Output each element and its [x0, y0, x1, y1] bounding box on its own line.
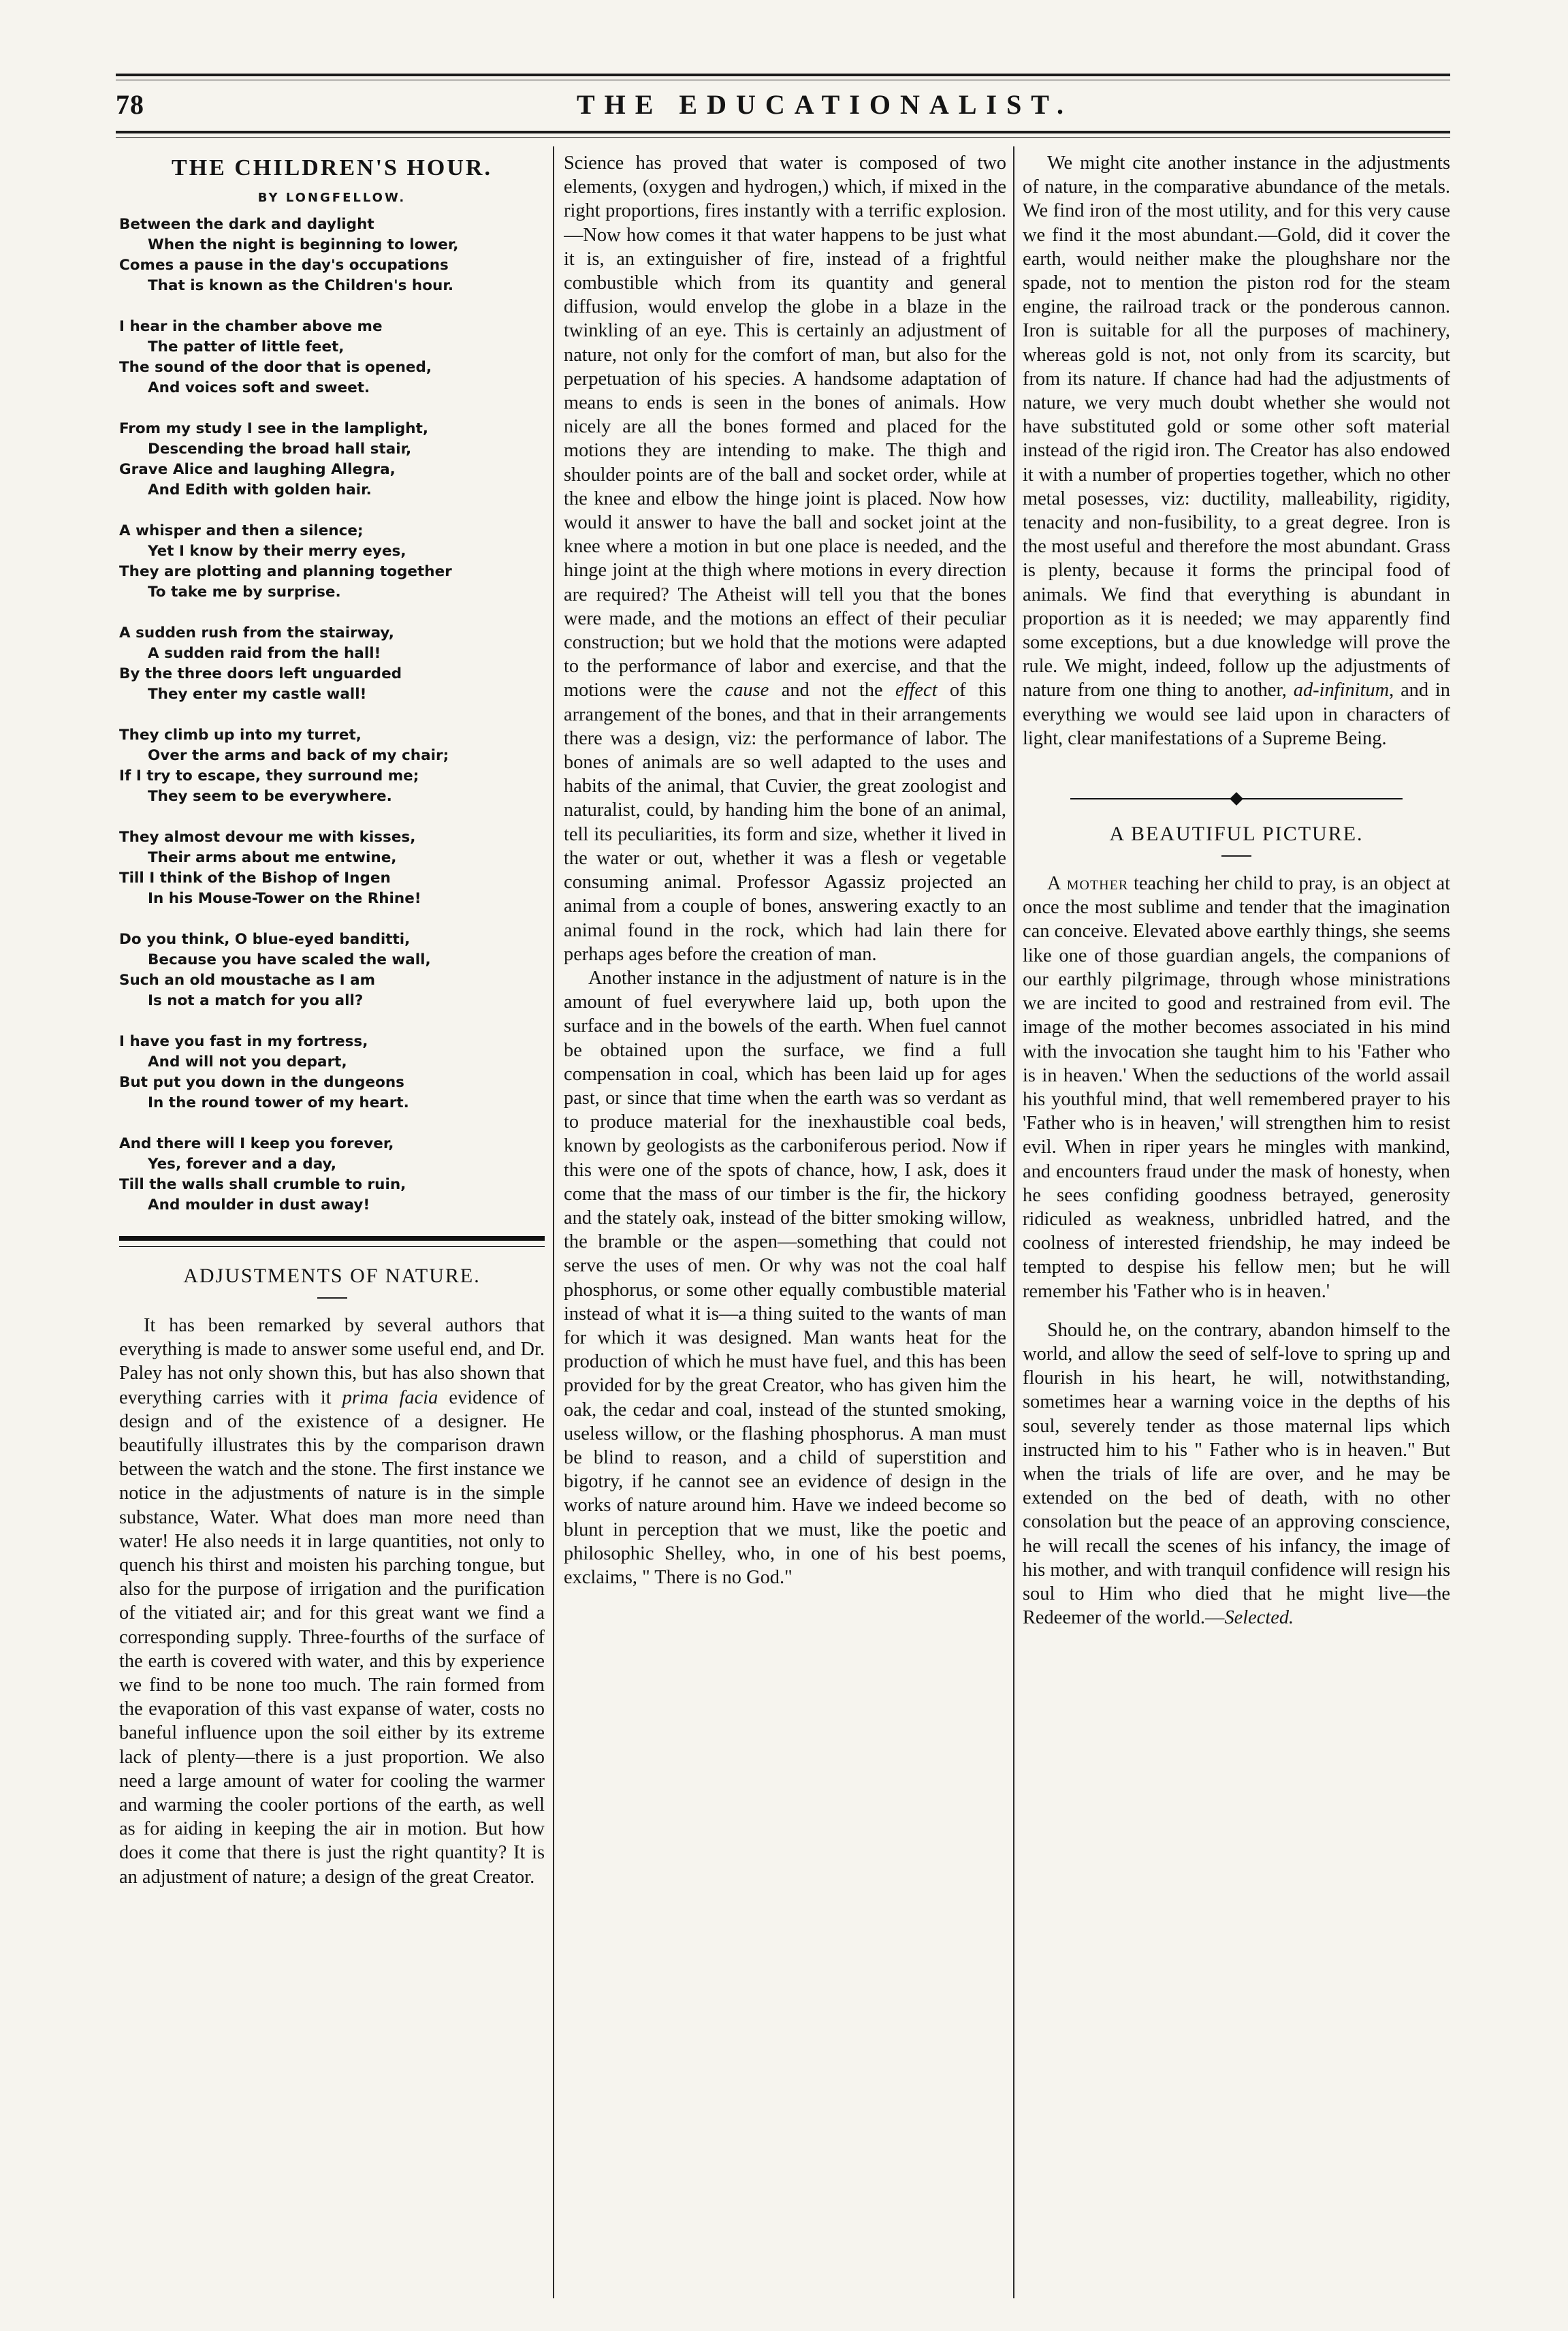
article-paragraph: Another instance in the adjustment of nature is in the amount of fuel everywhere laid up, both upon the surface and in the bowels of the earth. When fuel cannot be obtained upon the surface, we find a full compensation in coal, which has been laid up for ages past, or since that time when the earth was so verdant as to produce material for the inexhaustible coal beds, known by geologists as the carboniferous period. Now if this were one of the spots of chance, how, I ask, does it come that the mass of our timber is the fir, the hickory and the stately oak, instead of the bitter smoking willow, the bramble or the aspen—something that could not serve the uses of men. Or why was not the coal half phosphorus, or some other equally combustible material instead of what it is—a thing suited to the wants of man for which it was designed. Man wants heat for the production of which he must have fuel, and this has been provided for by the great Creator, who has given him the oak, the cedar and coal, instead of the stunted smoking, useless willow, or the flashing phosphorus. A man must be blind to reason, and a child of superstition and bigotry, if he cannot see an evidence of design in the works of nature around him. Have we indeed become so blunt in perception that we must, like the poetic and philosophic Shelley, who, in one of his best poems, exclaims, " There is no God."	[564, 967, 1006, 1588]
poem-line: And voices soft and sweet.	[148, 379, 370, 396]
poem-stanza	[119, 725, 545, 807]
article-paragraph: It has been remarked by several authors that everything is made to answer some useful end, and Dr. Paley has not only shown this, but has also shown that everything carries with it prima facia evidence of design and of the existence of a designer. He beautifully illustrates this by the comparison drawn between the watch and the stone. The first instance we notice in the adjustments of nature is in the simple substance, Water. What does man more need than water! He also needs it in large quantities, not only to quench his thirst and moisten his parching tongue, but also for the purpose of irrigation and the purification of the vitiated air; and for this great want we find a corresponding supply. Three-fourths of the surface of the earth is covered with water, and this by experience we find to be none too much. The rain formed from the evaporation of this vast expanse of water, costs no baneful influence upon the soil either by its extreme lack of plenty—there is a just proportion. We also need a large amount of water for cooling the warmer and warming the cooler portions of the earth, as well as for aiding in keeping the air in motion. But how does it come that there is just the right quantity? It is an adjustment of nature; a design of the great Creator.	[119, 1315, 545, 1888]
poem-title: THE CHILDREN'S HOUR.	[172, 155, 492, 180]
poem-line: They seem to be everywhere.	[148, 788, 392, 805]
poem-line: To take me by surprise.	[148, 584, 341, 601]
poem-line: Over the arms and back of my chair;	[148, 747, 449, 764]
poem-byline: BY LONGFELLOW.	[257, 191, 406, 205]
poem-stanza	[119, 419, 545, 501]
poem-line: If I try to escape, they surround me;	[119, 767, 419, 784]
poem-line: A sudden rush from the stairway,	[119, 624, 394, 641]
poem-line: They almost devour me with kisses,	[119, 829, 416, 846]
poem-line: That is known as the Children's hour.	[148, 277, 454, 294]
poem-line: Yet I know by their merry eyes,	[148, 543, 406, 560]
column-divider	[1013, 146, 1014, 2298]
poem-line: And will not you depart,	[148, 1053, 347, 1071]
poem-line: I have you fast in my fortress,	[119, 1033, 368, 1050]
poem-line: Such an old moustache as I am	[119, 972, 376, 989]
poem-line: Because you have scaled the wall,	[148, 951, 431, 968]
poem-line: Till I think of the Bishop of Ingen	[119, 870, 391, 887]
masthead-rule	[116, 137, 1450, 138]
poem-line: Yes, forever and a day,	[148, 1156, 337, 1173]
article-paragraph: Science has proved that water is composed of two elements, (oxygen and hydrogen,) which, if mixed in the right proportions, fires instantly with a terrific explosion.—Now how comes it that water happens to be just what it is, an extinguisher of fire, instead of a frightful combustible which from its quantity and general diffusion, would envelop the globe in a blaze in the twinkling of an eye. This is certainly an adjustment of nature, not only for the comfort of man, but also for the perpetuation of his species. A handsome adaptation of means to ends is seen in the bones of animals. How nicely are all the bones formed and placed for the motions they are intending to make. The thigh and shoulder points are of the ball and socket order, while at the knee and elbow the hinge joint is placed. Now how would it answer to have the ball and socket joint at the knee where a motion in but one place is needed, and the hinge joint at the thigh where motions in every direction are required? The Atheist will tell you that the bones were made, and the motions an effect of their peculiar construction; but we hold that the motions were adapted to the performance of labor and exercise, and that the motions were the cause and not the effect of this arrangement of the bones, and that in their arrangements there was a design, viz: the performance of labor. The bones of animals are so well adapted to the uses and habits of the animal, that Cuvier, the great zoologist and naturalist, could, by handing him the bone of an animal, tell its peculiarities, its form and size, whether it lived in the water or out, whether it was a flesh or vegetable consuming animal. Professor Agassiz projected an animal from a couple of bones, answering exactly to an animal found in the rock, which had lain there for perhaps ages before the creation of man.	[564, 153, 1006, 965]
poem-line: The sound of the door that is opened,	[119, 359, 432, 376]
poem-stanza	[119, 930, 545, 1011]
article-paragraph: A mother teaching her child to pray, is an object at once the most sublime and tender that the imagination can conceive. Elevated above earthly things, she seems like one of those guardian angels, the companions of our earthly pilgrimage, through whose ministrations we are incited to good and restrained from evil. The image of the mother becomes associated in his mind with the invocation she taught him to his 'Father who is in heaven.' When the seductions of the world assail his youthful mind, that well remembered prayer to his 'Father who is in heaven,' will strengthen him to resist evil. When in riper years he mingles with mankind, and encounters fraud under the mask of honesty, when he sees confiding goodness betrayed, generosity ridiculed as weakness, unbridled hatred, and the coolness of interested friendship, he may indeed be tempted to despise his fellow men; but he will remember his 'Father who is in heaven.'	[1023, 873, 1450, 1302]
poem-line: Their arms about me entwine,	[148, 849, 397, 866]
title-dash	[317, 1297, 347, 1299]
article-paragraph: Should he, on the contrary, abandon himself to the world, and allow the seed of self-love to spring up and flourish in his heart, he will, notwithstanding, sometimes hear a warning voice in the depths of his soul, severely tender as those maternal lips which instructed him to his " Father who is in heaven." But when the trials of life are over, and he may be extended on the bed of death, with no other consolation but the peace of an approving conscience, he will recall the scenes of his infancy, the image of his mother, and with tranquil confidence will resign his soul to Him who died that he might live—the Redeemer of the world.—Selected.	[1023, 1319, 1450, 1629]
article-title-picture: A BEAUTIFUL PICTURE.	[1109, 823, 1364, 846]
poem-line: From my study I see in the lamplight,	[119, 420, 429, 437]
poem-line: In his Mouse-Tower on the Rhine!	[148, 890, 421, 907]
poem-stanza	[119, 317, 545, 398]
poem-line: When the night is beginning to lower,	[148, 236, 459, 253]
poem-line: Is not a match for you all?	[148, 992, 364, 1009]
poem-stanza	[119, 827, 545, 909]
column-2	[564, 151, 1006, 2296]
poem-line: I hear in the chamber above me	[119, 318, 383, 335]
poem-line: Till the walls shall crumble to ruin,	[119, 1176, 406, 1193]
section-rule	[119, 1236, 545, 1241]
page-number: 78	[116, 89, 144, 120]
masthead-rule	[116, 131, 1450, 133]
poem-line: A whisper and then a silence;	[119, 522, 364, 539]
masthead-rule	[116, 74, 1450, 76]
poem-line: A sudden raid from the hall!	[148, 645, 381, 662]
column-3	[1023, 151, 1450, 2296]
poem-line: They are plotting and planning together	[119, 563, 452, 580]
column-divider	[553, 146, 554, 2298]
poem-line: The patter of little feet,	[148, 338, 345, 355]
ornament-rule	[1070, 794, 1403, 804]
article-paragraph: We might cite another instance in the adjustments of nature, in the comparative abundance of the metals. We find iron of the most utility, and for this very cause we find it the most abundant.—Gold, did it cover the earth, would neither make the ploughshare nor the spade, not to mention the piston rod for the steam engine, the railroad track or the ponderous cannon. Iron is suitable for all the purposes of machinery, whereas gold is not, not only from its scarcity, but from its nature. If chance had had the adjustments of nature, we very much doubt whether she would not have substituted gold or some other soft material instead of the rigid iron. The Creator has also endowed it with a number of properties together, which no other metal posesses, viz: ductility, malleability, rigidity, tenacity and non-fusibility, to a great degree. Iron is the most useful and therefore the most abundant. Grass is plenty, because it forms the principal food of animals. We find that everything is abundant in proportion as it is needed; we may apparently find some exceptions, but a due knowledge will prove the rule. We might, indeed, follow up the adjustments of nature from one thing to another, ad-infinitum, and in everything we would see laid upon in characters of light, clear manifestations of a Supreme Being.	[1023, 153, 1450, 749]
poem-line: Grave Alice and laughing Allegra,	[119, 461, 396, 478]
poem-stanza	[119, 215, 545, 296]
article-title-adjustments: ADJUSTMENTS OF NATURE.	[183, 1265, 481, 1287]
poem-stanza	[119, 1032, 545, 1113]
poem-line: But put you down in the dungeons	[119, 1074, 404, 1091]
poem-stanza	[119, 623, 545, 705]
poem-line: In the round tower of my heart.	[148, 1094, 409, 1111]
poem-line: And moulder in dust away!	[148, 1196, 370, 1214]
title-dash	[1221, 855, 1251, 857]
poem-line: And there will I keep you forever,	[119, 1135, 394, 1152]
poem-line: Between the dark and daylight	[119, 216, 374, 233]
poem-line: Comes a pause in the day's occupations	[119, 257, 449, 274]
poem-line: They enter my castle wall!	[148, 686, 367, 703]
poem-line: Descending the broad hall stair,	[148, 441, 412, 458]
column-1	[119, 151, 545, 2296]
poem-line: And Edith with golden hair.	[148, 481, 372, 498]
poem-line: By the three doors left unguarded	[119, 665, 402, 682]
poem-stanza	[119, 1134, 545, 1216]
running-head: THE EDUCATIONALIST.	[576, 89, 1074, 120]
poem-line: They climb up into my turret,	[119, 727, 362, 744]
poem-body	[119, 215, 545, 1216]
poem-stanza	[119, 521, 545, 603]
poem-line: Do you think, O blue-eyed banditti,	[119, 931, 411, 948]
section-rule	[119, 1246, 545, 1247]
